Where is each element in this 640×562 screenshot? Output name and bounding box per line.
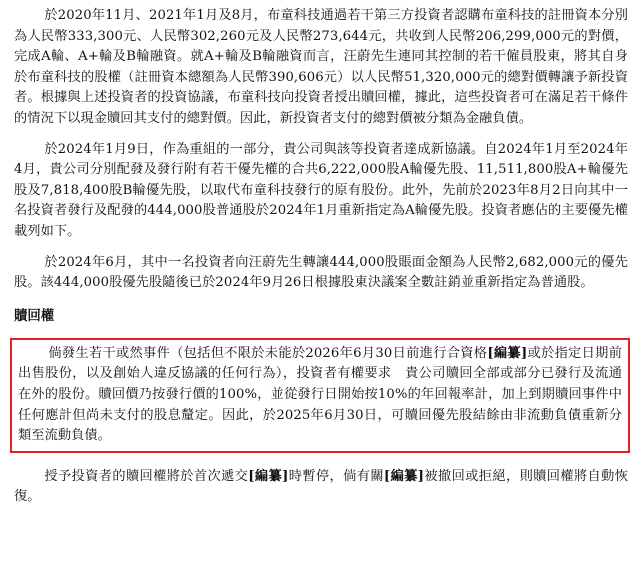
paragraph-financing-history: 於2020年11月、2021年1月及8月，布童科技通過若干第三方投資者認購布童科技的註冊資本分別為人民幣333,300元、人民幣302,260元及人民幣273,644元，共收到人民幣206,299,000元的對價，完成A輪、A+輪及B輪融資。就A+輪及B輪融資而言，汪蔚先生連同其控制的若干僱員股東，將其自身於布童科技的股權（註冊資本總額為人民幣390,606元）以人民幣51,320,000元的總對價轉讓予新投資者。根據與上述投資者的投資協議，布童科技向投資者授出贖回權，據此，這些投資者可在滿足若干條件的情況下以現金贖回其支付的總對價。因此，新投資者支付的總對價被分類為金融負債。 xyxy=(14,8,628,126)
suspension-text-c: 被撤回或拒絕，則贖回權將自動恢復。 xyxy=(14,468,629,505)
section-heading-redemption-rights: 贖回權 xyxy=(14,307,55,324)
paragraph-redemption-suspension xyxy=(14,467,628,508)
suspension-text-b: 時暫停，倘有關 xyxy=(288,468,384,484)
redacted-marker: [編纂] xyxy=(248,468,289,484)
suspension-text-a: 授予投資者的贖回權將於首次遞交 xyxy=(44,468,249,484)
redemption-text-before: 倘發生若干或然事件（包括但不限於未能於2026年6月30日前進行合資格 xyxy=(48,345,488,361)
redemption-text-after: 或於指定日期前出售股份，以及創始人違反協議的任何行為），投資者有權要求 貴公司贖回全部或部分已發行及流通在外的股份。贖回價乃按發行價的100%，並從發行日開始按10%的年回報率計，加上到期贖回事件中任何應計但尚未支付的股息釐定。因此，於2025年6月30日，可贖回優先股結餘由非流動負債重新分類至流動負債。 xyxy=(18,345,622,444)
redacted-marker: [編纂] xyxy=(383,468,425,484)
paragraph-share-transfer: 於2024年6月，其中一名投資者向汪蔚先生轉讓444,000股賬面金額為人民幣2,682,000元的優先股。該444,000股優先股隨後已於2024年9月26日根據股東決議案全數註銷並重新指定為普通股。 xyxy=(14,254,628,291)
redacted-marker: [編纂] xyxy=(487,345,528,361)
highlighted-redemption-box xyxy=(10,338,630,453)
paragraph-redemption-terms xyxy=(18,344,622,447)
paragraph-reorganization: 於2024年1月9日，作為重組的一部分，貴公司與該等投資者達成新協議。自2024年1月至2024年4月，貴公司分別配發及發行附有若干優先權的合共6,222,000股A輪優先股、11,511,800股A+輪優先股及7,818,400股B輪優先股，以取代布童科技發行的原有股份。此外，先前於2023年8月2日向其中一名投資者發行及配發的444,000股普通股於2024年1月重新指定為A輪優先股。投資者應佔的主要優先權載列如下。 xyxy=(14,141,628,239)
